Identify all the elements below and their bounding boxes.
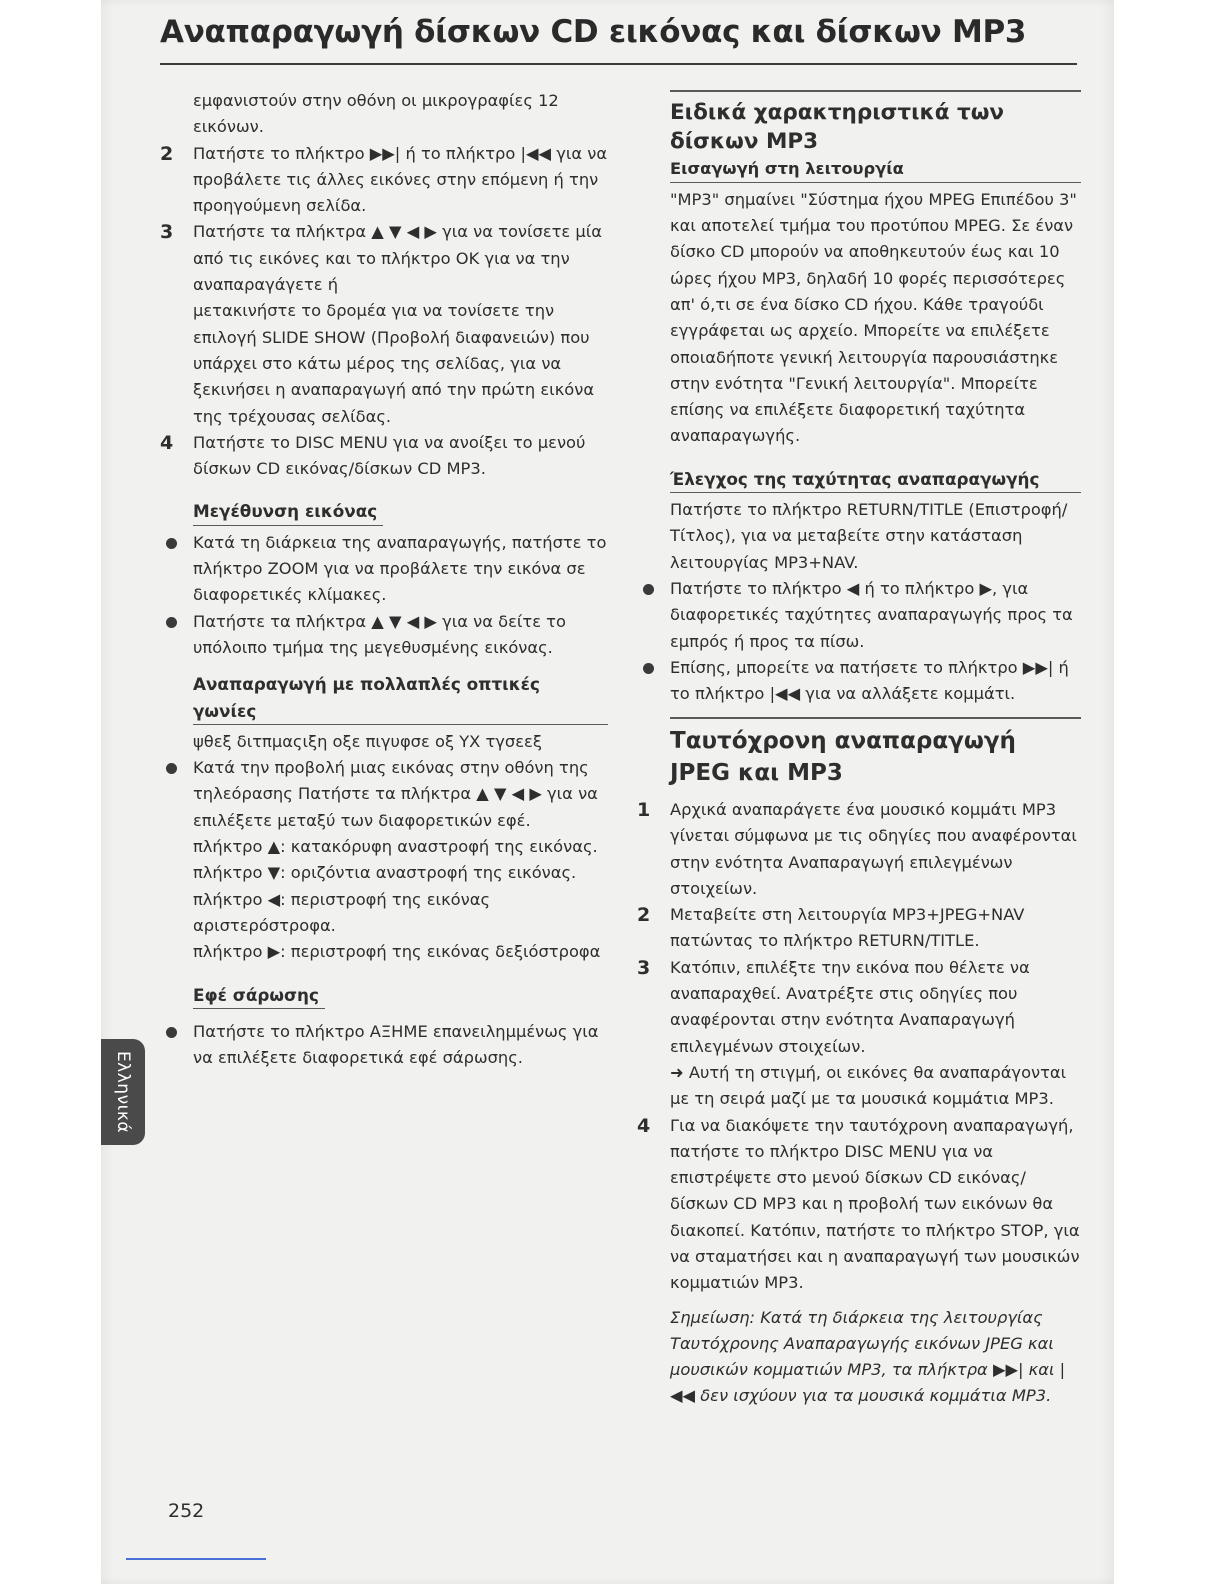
bullet-icon bbox=[643, 663, 654, 674]
bullet-text: Πατήστε το πλήκτρο ΑΞΗΜΕ επανειλημμένως για να επιλέξετε διαφορετικά εφέ σάρωσης. bbox=[193, 1021, 599, 1068]
bullet-text: Πατήστε τα πλήκτρα ▲ ▼ ◀ ▶ για να δείτε το υπόλοιπο τμήμα της μεγεθυσμένης εικόνας. bbox=[193, 611, 566, 657]
bullet-text: Κατά τη διάρκεια της αναπαραγωγής, πατήστε το πλήκτρο ZOOM για να προβάλετε την εικόνα σε διαφορετικές κλίμακες. bbox=[193, 532, 607, 605]
step-number: 4 bbox=[160, 431, 174, 454]
bullet-item bbox=[637, 655, 1081, 708]
step-item bbox=[637, 797, 1081, 902]
scan-heading: Εφέ σάρωσης bbox=[193, 982, 325, 1009]
title-rule bbox=[160, 63, 1077, 65]
bullet-item bbox=[160, 530, 608, 609]
angles-garbled-text: ψθεξ διτπμαςιξη οξε πιγυφσε οξ ΥΧ τγσεεξ bbox=[193, 731, 542, 751]
step-item bbox=[637, 1113, 1081, 1297]
angle-line: πλήκτρο ▲: κατακόρυφη αναστροφή της εικόνας. bbox=[193, 837, 598, 857]
intro-text: εμφανιστούν στην οθόνη οι μικρογραφίες 12 εικόνων. bbox=[193, 91, 559, 137]
mp3-section-title: Ειδικά χαρακτηριστικά των δίσκων MP3 bbox=[670, 99, 1005, 154]
step-item bbox=[160, 219, 608, 298]
step-number: 1 bbox=[637, 798, 651, 821]
section-rule bbox=[670, 90, 1081, 92]
bullet-text: Πατήστε το πλήκτρο ◀ ή το πλήκτρο ▶, για διαφορετικές ταχύτητες αναπαραγωγής προς τα εμπρός ή προς τα πίσω. bbox=[670, 578, 1073, 651]
bullet-text: Επίσης, μπορείτε να πατήσετε το πλήκτρο ▶▶| ή το πλήκτρο |◀◀ για να αλλάξετε κομμάτι. bbox=[670, 657, 1069, 704]
step-text: Πατήστε τα πλήκτρα ▲ ▼ ◀ ▶ για να τονίσετε μία από τις εικόνες και το πλήκτρο OK για να την αναπαραγάγετε ή bbox=[193, 222, 603, 295]
bullet-item bbox=[637, 576, 1081, 655]
step-number: 2 bbox=[637, 904, 651, 927]
page-number: 252 bbox=[168, 1500, 205, 1522]
page-title: Αναπαραγωγή δίσκων CD εικόνας και δίσκων MP3 bbox=[160, 14, 1027, 50]
step-text: Πατήστε το πλήκτρο ▶▶| ή το πλήκτρο |◀◀ για να προβάλετε τις άλλες εικόνες στην επόμενη ή την προηγούμενη σελίδα. bbox=[193, 143, 608, 216]
intro-heading: Εισαγωγή στη λειτουργία bbox=[670, 156, 1081, 183]
step-item bbox=[160, 141, 608, 220]
note-text: Σημείωση: Κατά τη διάρκεια της λειτουργίας Ταυτόχρονης Αναπαραγωγής εικόνων JPEG και μουσικών κομματιών MP3, τα πλήκτρα ▶▶| και |◀◀ δεν ισχύουν για τα μουσικά κομμάτια MP3. bbox=[670, 1307, 1066, 1406]
step-text: Κατόπιν, επιλέξτε την εικόνα που θέλετε να αναπαραχθεί. Ανατρέξτε στις οδηγίες που αναφέρονται στην ενότητα Αναπαραγωγή επιλεγμένων στοιχείων. bbox=[670, 957, 1030, 1056]
angle-line: πλήκτρο ▶: περιστροφή της εικόνας δεξιόστροφα bbox=[193, 942, 601, 962]
step-text: Πατήστε το DISC MENU για να ανοίξει το μενού δίσκων CD εικόνας/δίσκων CD MP3. bbox=[193, 432, 586, 479]
language-tab bbox=[101, 1039, 145, 1145]
bullet-item bbox=[160, 755, 608, 834]
bullet-text: Κατά την προβολή μιας εικόνας στην οθόνη της τηλεόρασης Πατήστε τα πλήκτρα ▲ ▼ ◀ ▶ για να επιλέξετε μεταξύ των διαφορετικών εφέ. bbox=[193, 758, 598, 830]
zoom-heading: Μεγέθυνση εικόνας bbox=[193, 498, 383, 525]
step-number: 2 bbox=[160, 142, 174, 165]
language-tab-label: Ελληνικά bbox=[113, 1050, 133, 1134]
step-item bbox=[160, 430, 608, 483]
step-text: Μεταβείτε στη λειτουργία MP3+JPEG+NAV πατώντας το πλήκτρο RETURN/TITLE. bbox=[670, 905, 1025, 951]
bullet-icon bbox=[166, 538, 177, 549]
section-rule bbox=[670, 717, 1081, 719]
step-number: 3 bbox=[160, 221, 174, 244]
angle-line: πλήκτρο ▼: οριζόντια αναστροφή της εικόνας. bbox=[193, 863, 577, 883]
speed-heading: Έλεγχος της ταχύτητας αναπαραγωγής bbox=[670, 466, 1081, 493]
angles-heading: Αναπαραγωγή με πολλαπλές οπτικές γωνίες bbox=[193, 671, 608, 725]
bullet-icon bbox=[643, 584, 654, 595]
jpeg-section-title: Ταυτόχρονη αναπαραγωγή JPEG και MP3 bbox=[670, 727, 1016, 786]
speed-paragraph: Πατήστε το πλήκτρο RETURN/TITLE (Επιστροφή/Τίτλος), για να μεταβείτε στην κατάσταση λειτουργίας MP3+NAV. bbox=[670, 500, 1068, 572]
right-column bbox=[637, 88, 1081, 1410]
bullet-item bbox=[160, 1019, 608, 1072]
step-continuation: μετακινήστε το δρομέα για να τονίσετε την επιλογή SLIDE SHOW (Προβολή διαφανειών) που υπάρχει στο κάτω μέρος της σελίδας, για να ξεκινήσει η αναπαραγωγή από την πρώτη εικόνα της τρέχουσας σελίδας. bbox=[193, 301, 595, 426]
left-column bbox=[160, 88, 608, 1071]
bullet-icon bbox=[166, 1027, 177, 1038]
intro-paragraph: "MP3" σημαίνει "Σύστημα ήχου MPEG Επιπέδου 3" και αποτελεί τμήμα του προτύπου MPEG. Σε έναν δίσκο CD μπορούν να αποθηκευτούν έως και 10 ώρες ήχου MP3, δηλαδή 10 φορές περισσότερες απ' ό,τι σε ένα δίσκο CD ήχου. Κάθε τραγούδι εγγράφεται ως αρχείο. Μπορείτε να επιλέξετε οποιαδήποτε γενική λειτουργία παρουσιάστηκε στην ενότητα "Γενική λειτουργία". Μπορείτε επίσης να επιλέξετε διαφορετική ταχύτητα αναπαραγωγής. bbox=[670, 189, 1077, 446]
step-result: ➜ Αυτή τη στιγμή, οι εικόνες θα αναπαράγονται με τη σειρά μαζί με τα μουσικά κομμάτια MP3. bbox=[670, 1062, 1067, 1109]
step-text: Αρχικά αναπαράγετε ένα μουσικό κομμάτι MP3 γίνεται σύμφωνα με τις οδηγίες που αναφέρονται στην ενότητα Αναπαραγωγή επιλεγμένων στοιχείων. bbox=[670, 799, 1077, 898]
step-text: Για να διακόψετε την ταυτόχρονη αναπαραγωγή, πατήστε το πλήκτρο DISC MENU για να επιστρέψετε στο μενού δίσκων CD εικόνας/δίσκων CD MP3 και η προβολή των εικόνων θα διακοπεί. Κατόπιν, πατήστε το πλήκτρο STOP, για να σταματήσει και η αναπαραγωγή των μουσικών κομματιών MP3. bbox=[670, 1115, 1080, 1293]
bullet-icon bbox=[166, 617, 177, 628]
bullet-item bbox=[160, 609, 608, 662]
step-item bbox=[637, 955, 1081, 1060]
angle-line: πλήκτρο ◀: περιστροφή της εικόνας αριστερόστροφα. bbox=[193, 889, 491, 935]
step-item bbox=[637, 902, 1081, 955]
footer-line bbox=[126, 1558, 266, 1560]
bullet-icon bbox=[166, 763, 177, 774]
step-number: 4 bbox=[637, 1114, 651, 1137]
step-number: 3 bbox=[637, 956, 651, 979]
